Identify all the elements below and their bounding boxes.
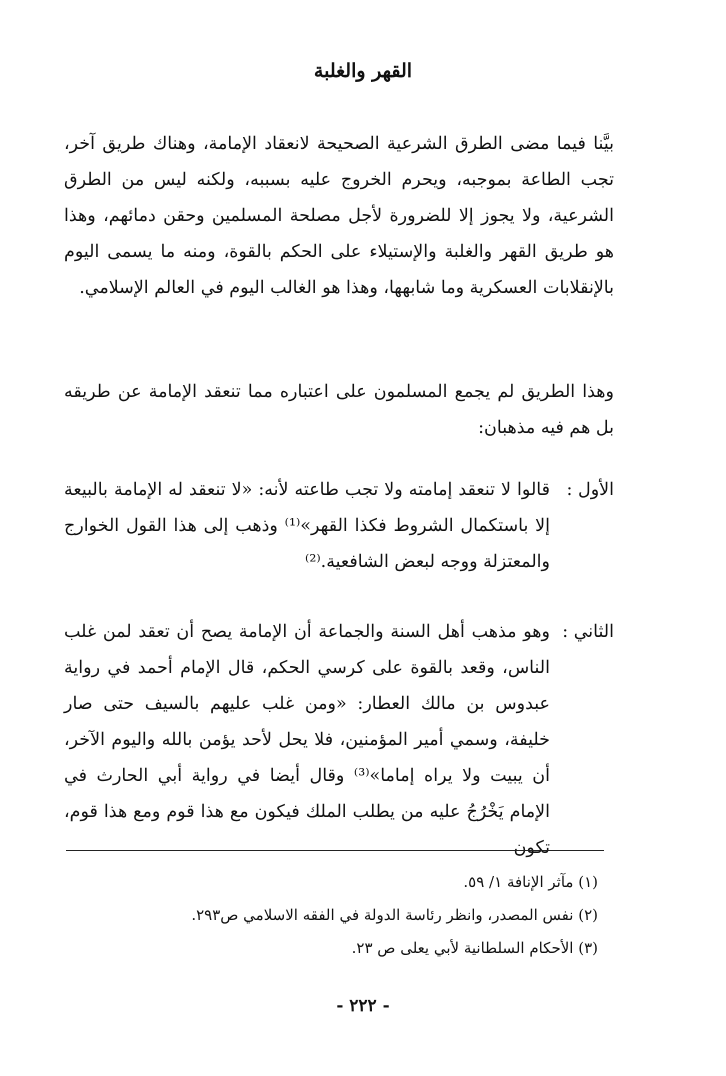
second-opinion-label: الثاني : — [562, 622, 614, 642]
second-opinion-text: وهو مذهب أهل السنة والجماعة أن الإمامة يصح أن تعقد لمن غلب الناس، وقعد بالقوة على كرسي الحكم، قال الإمام أحمد في رواية عبدوس بن مالك العطار: «ومن غلب عليهم بالسيف حتى صار خليفة، وسمي أمير المؤمنين، فلا يحل لأحد يؤمن بالله واليوم الآخر، أن يبيت ولا يراه إماما»⁽³⁾ وقال أيضا في رواية أبي الحارث في الإمام يَخْرُجُ عليه من يطلب الملك فيكون مع هذا قوم ومع هذا قوم، تكون — [64, 622, 550, 858]
footnote-divider — [66, 850, 604, 851]
second-opinion — [64, 614, 614, 866]
first-opinion-text: قالوا لا تنعقد إمامته ولا تجب طاعته لأنه: «لا تنعقد له الإمامة بالبيعة إلا باستكمال الشروط فكذا القهر»⁽¹⁾ وذهب إلى هذا القول الخوارج والمعتزلة ووجه لبعض الشافعية.⁽²⁾ — [64, 480, 550, 572]
chapter-title: القهر والغلبة — [313, 60, 413, 82]
footnote-3: (٣) الأحكام السلطانية لأبي يعلى ص ٢٣. — [351, 939, 598, 957]
footnote-1: (١) مآثر الإنافة ١/ ٥٩. — [463, 873, 598, 891]
intro-paragraph: بيَّنا فيما مضى الطرق الشرعية الصحيحة لانعقاد الإمامة، وهناك طريق آخر، تجب الطاعة بموجبه، ويحرم الخروج عليه بسببه، ولكنه ليس من الطرق الشرعية، ولا يجوز إلا للضرورة لأجل مصلحة المسلمين وحقن دمائهم، وهذا هو طريق القهر والغلبة والإستيلاء على الحكم بالقوة، ومنه ما يسمى اليوم بالإنقلابات العسكرية وما شابهها، وهذا هو الغالب اليوم في العالم الإسلامي. — [64, 134, 614, 298]
first-opinion — [64, 472, 614, 580]
page-number: - ٢٢٢ - — [336, 996, 390, 1016]
footnote-2: (٢) نفس المصدر، وانظر رئاسة الدولة في الفقه الاسلامي ص٢٩٣. — [191, 906, 598, 924]
second-paragraph: وهذا الطريق لم يجمع المسلمون على اعتباره مما تنعقد الإمامة عن طريقه بل هم فيه مذهبان: — [64, 382, 614, 438]
first-opinion-label: الأول : — [566, 480, 614, 500]
